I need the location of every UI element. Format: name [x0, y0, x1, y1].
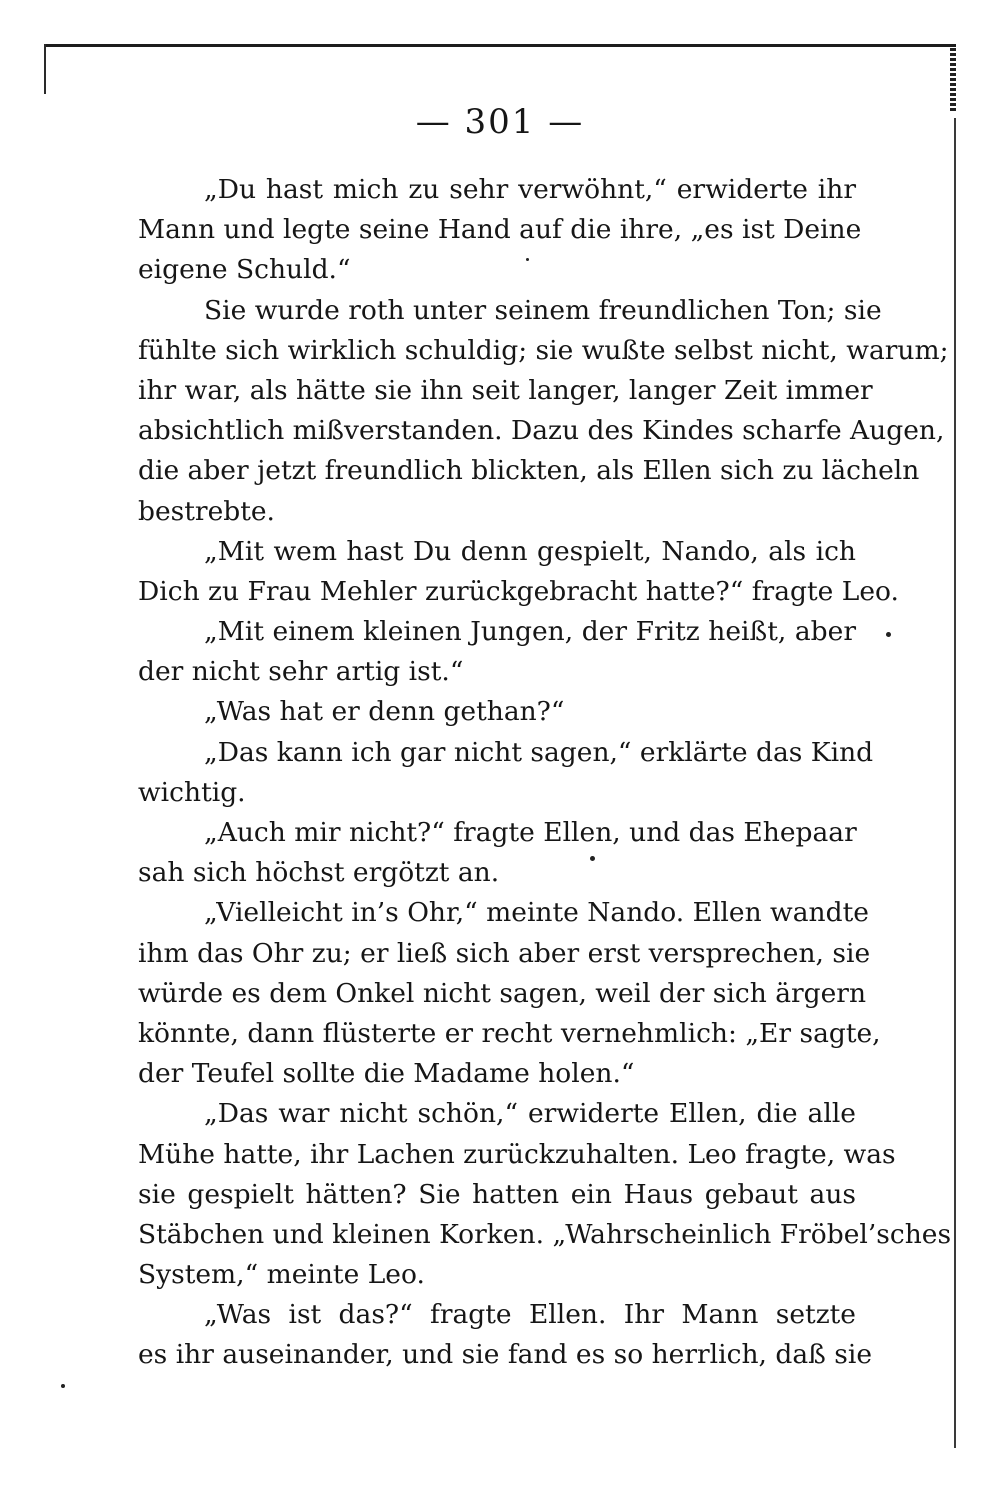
text-line: würde es dem Onkel nicht sagen, weil der sich ärgern: [138, 977, 867, 1009]
text-line: „Das war nicht schön,“ erwiderte Ellen, die alle: [204, 1098, 856, 1130]
text-line: „Was ist das?“ fragte Ellen. Ihr Mann setzte: [204, 1299, 856, 1331]
text-line: „Vielleicht in’s Ohr,“ meinte Nando. Ellen wandte: [204, 897, 869, 929]
scan-speck: [886, 632, 891, 637]
text-line: die aber jetzt freundlich blickten, als Ellen sich zu lächeln: [138, 455, 920, 487]
text-line: Sie wurde roth unter seinem freundlichen Ton; sie: [204, 294, 882, 326]
text-line: der Teufel sollte die Madame holen.“: [138, 1058, 635, 1090]
text-line: sie gespielt hätten? Sie hatten ein Haus gebaut aus: [138, 1178, 856, 1210]
text-line: „Du hast mich zu sehr verwöhnt,“ erwiderte ihr: [204, 174, 856, 205]
text-line: „Auch mir nicht?“ fragte Ellen, und das Ehepaar: [204, 817, 857, 848]
body-text: [138, 170, 952, 1376]
text-line: „Was hat er denn gethan?“: [204, 696, 565, 728]
text-line: Mann und legte seine Hand auf die ihre, „es ist Deine: [138, 214, 862, 246]
text-line: fühlte sich wirklich schuldig; sie wußte selbst nicht, warum;: [138, 334, 949, 366]
text-line: Stäbchen und kleinen Korken. „Wahrscheinlich Fröbel’sches: [138, 1218, 952, 1250]
page-number: — 301 —: [415, 102, 585, 142]
text-line: „Mit einem kleinen Jungen, der Fritz heißt, aber: [204, 616, 856, 648]
scan-speck: [61, 1384, 65, 1388]
text-line: der nicht sehr artig ist.“: [138, 656, 464, 688]
text-line: sah sich höchst ergötzt an.: [138, 857, 500, 889]
text-line: Mühe hatte, ihr Lachen zurückzuhalten. Leo fragte, was: [138, 1138, 896, 1170]
page-top-border: [44, 44, 956, 55]
text-line: System,“ meinte Leo.: [138, 1259, 425, 1291]
page-right-border: [954, 118, 956, 1448]
page-left-edge-mark: [44, 44, 46, 94]
text-line: es ihr auseinander, und sie fand es so herrlich, daß sie: [138, 1339, 873, 1371]
text-line: absichtlich mißverstanden. Dazu des Kindes scharfe Augen,: [138, 415, 945, 447]
text-line: könnte, dann flüsterte er recht vernehmlich: „Er sagte,: [138, 1017, 881, 1049]
text-line: „Mit wem hast Du denn gespielt, Nando, als ich: [204, 535, 856, 567]
text-line: wichtig.: [138, 776, 246, 808]
text-line: „Das kann ich gar nicht sagen,“ erklärte das Kind: [204, 736, 874, 768]
text-line: eigene Schuld.“: [138, 254, 351, 286]
text-line: bestrebte.: [138, 495, 275, 527]
text-line: ihm das Ohr zu; er ließ sich aber erst versprechen, sie: [138, 937, 871, 969]
text-line: ihr war, als hätte sie ihn seit langer, langer Zeit immer: [138, 374, 873, 406]
text-line: Dich zu Frau Mehler zurückgebracht hatte?“ fragte Leo.: [138, 575, 899, 607]
